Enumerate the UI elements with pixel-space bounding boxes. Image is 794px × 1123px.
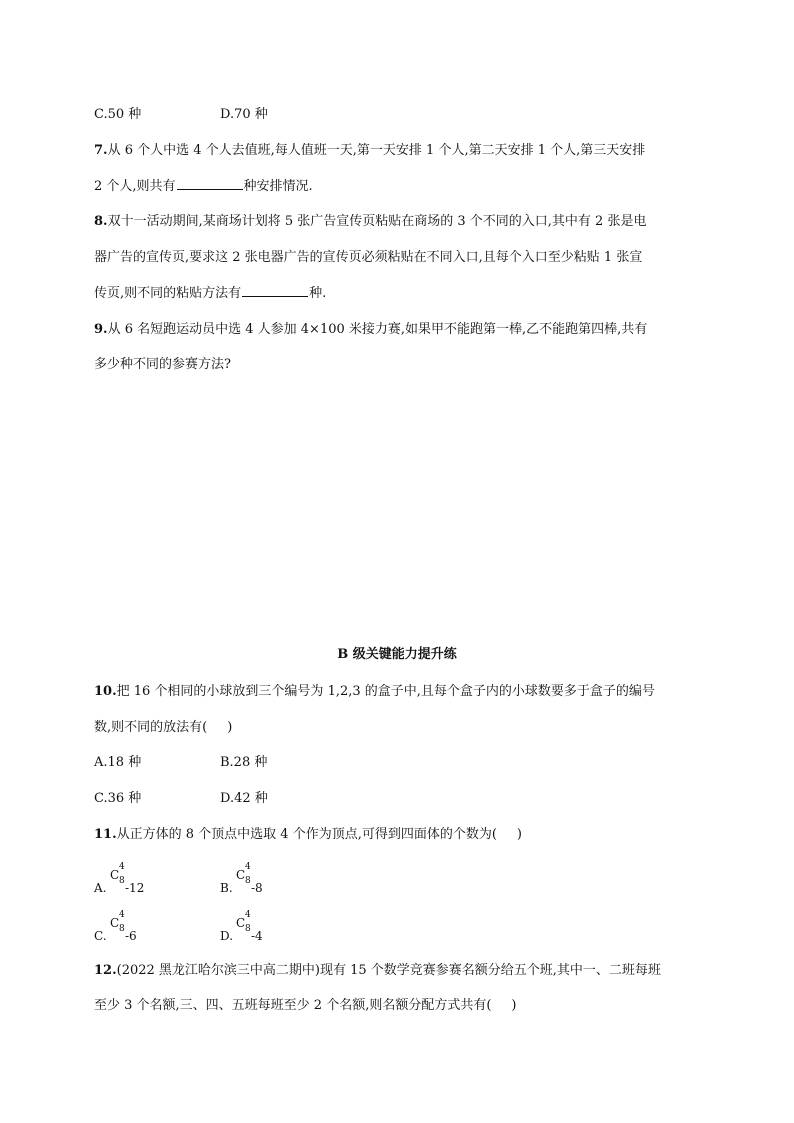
q8-text-1: 双十一活动期间,某商场计划将 5 张广告宣传页粘贴在商场的 3 个不同的入口,其中有 2 张是电 [107,214,647,229]
q11-option-d-tail: -4 [251,929,263,943]
q10-option-c: C.36 种 [94,791,142,806]
q11-option-c-sup: 4 [119,910,125,920]
q7-text-1: 从 6 个人中选 4 个人去值班,每人值班一天,第一天安排 1 个人,第二天安排 1 个人,第三天安排 [107,143,646,158]
q7-number: 7. [94,143,108,158]
q11-option-a-tail: -12 [125,881,145,895]
q11-option-a-sup: 4 [119,862,125,872]
q7-text-2-post: 种安排情况. [243,179,313,194]
q8-text-3-pre: 传页,则不同的粘贴方法有 [94,286,242,301]
section-title: B 级关键能力提升练 [337,647,457,662]
q10-text-2-post: ) [227,720,233,735]
q8-number: 8. [94,214,108,229]
q7-line-2 [94,177,313,196]
q12-text-2-pre: 至少 3 个名额,三、四、五班每班至少 2 个名额,则名额分配方式共有( [94,998,492,1013]
q11-number: 11. [94,827,117,842]
q10-option-b: B.28 种 [220,755,268,770]
q11-option-c-tail: -6 [125,929,137,943]
q9-text-2: 多少种不同的参赛方法? [94,357,231,372]
q10-option-row-1 [94,754,268,772]
q11-option-d-c: C [236,916,246,930]
q11-option-b-sup: 4 [245,862,251,872]
q8-line-1 [94,213,646,231]
q9-number: 9. [94,322,108,337]
q11-option-d-sup: 4 [245,910,251,920]
q11-option-b-tail: -8 [251,881,263,895]
q11-option-b-c: C [236,868,246,882]
q9-line-2 [94,356,231,374]
q7-text-2-pre: 2 个人,则共有 [94,179,176,194]
q11-option-a-sub: 8 [119,876,125,886]
q12-number: 12. [94,963,117,978]
q11-option-a-label: A. [94,881,107,895]
q6-option-d: D.70 种 [220,107,268,122]
q8-text-3-post: 种. [309,286,327,301]
q10-option-d: D.42 种 [220,791,268,806]
q11-option-a-c: C [110,868,120,882]
q12-text-2-post: ) [511,998,517,1013]
q10-line-1 [94,683,655,701]
q11-option-b-sub: 8 [245,876,251,886]
q11-text-1-post: ) [516,827,522,842]
q10-text-2-pre: 数,则不同的放法有( [94,720,208,735]
q11-text-1-pre: 从正方体的 8 个顶点中选取 4 个作为顶点,可得到四面体的个数为( [116,827,497,842]
q10-text-1: 把 16 个相同的小球放到三个编号为 1,2,3 的盒子中,且每个盒子内的小球数要多于盒子的编号 [116,684,655,699]
q11-line-1 [94,826,522,844]
q12-line-1 [94,962,661,980]
q11-option-d-sub: 8 [245,924,251,934]
q6-option-row [94,106,268,124]
q10-number: 10. [94,684,117,699]
q8-answer-blank[interactable] [242,284,308,297]
q10-option-row-2 [94,790,268,808]
q12-line-2 [94,997,517,1015]
q10-option-a: A.18 种 [94,755,142,770]
q10-line-2 [94,719,232,737]
q12-text-1: (2022 黑龙江哈尔滨三中高二期中)现有 15 个数学竞赛参赛名额分给五个班,其中一、二班每班 [116,963,661,978]
q8-text-2: 器广告的宣传页,要求这 2 张电器广告的宣传页必须粘贴在不同入口,且每个入口至少粘贴 1 张宣 [94,250,643,265]
q11-option-d-label: D. [220,929,234,943]
q8-line-2 [94,249,642,267]
q9-text-1: 从 6 名短跑运动员中选 4 人参加 4×100 米接力赛,如果甲不能跑第一棒,乙不能跑第四棒,共有 [107,322,648,337]
q8-line-3 [94,284,326,303]
q9-line-1 [94,321,647,339]
q6-option-c: C.50 种 [94,107,142,122]
q7-line-1 [94,142,645,160]
q11-option-c-c: C [110,916,120,930]
q7-answer-blank[interactable] [177,177,243,190]
q11-option-c-sub: 8 [119,924,125,934]
q11-option-c-label: C. [94,929,107,943]
q11-option-b-label: B. [220,881,233,895]
